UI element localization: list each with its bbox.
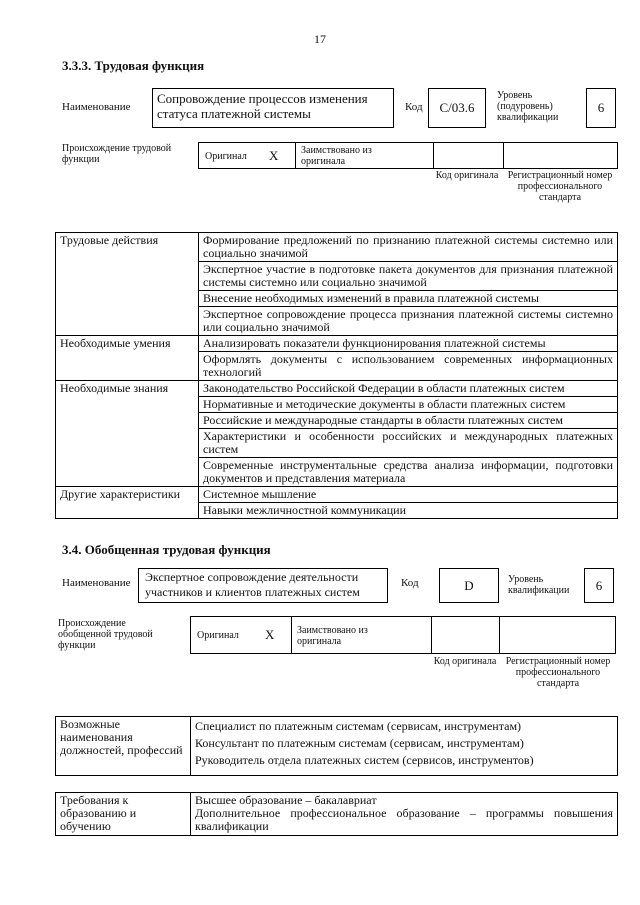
- divider: [503, 143, 504, 168]
- divider: [291, 617, 292, 653]
- s333-reg-number-label: Регистрационный номер профессионального стандарта: [507, 170, 613, 203]
- table-cell: Экспертное участие в подготовке пакета документов для признания платежной системы системно или социально значимой: [199, 262, 618, 291]
- table-cell: Современные инструментальные средства анализа информации, подготовки документов и представления материала: [199, 458, 618, 487]
- s34-positions-table: [55, 716, 618, 776]
- s333-code-label: Код: [405, 101, 423, 113]
- section-34-title: 3.4. Обобщенная трудовая функция: [62, 542, 271, 557]
- category-cell: Трудовые действия: [56, 233, 199, 336]
- s333-level-label: Уровень (подуровень) квалификации: [497, 90, 559, 123]
- s333-code-value: C/03.6: [428, 88, 486, 128]
- s34-origin-label: Происхождение обобщенной трудовой функции: [58, 618, 153, 651]
- table-cell: Формирование предложений по признанию платежной системы системно или социально значимой: [199, 233, 618, 262]
- page-number: 17: [314, 32, 326, 46]
- s34-level-value: 6: [584, 568, 614, 603]
- s333-level-value: 6: [586, 88, 616, 128]
- table-cell: Нормативные и методические документы в области платежных систем: [199, 397, 618, 413]
- position-item: Консультант по платежным системам (сервисам, инструментам): [195, 736, 524, 750]
- s333-origin-label: Происхождение трудовой функции: [62, 143, 172, 165]
- s333-original-mark: X: [269, 148, 279, 163]
- positions-label: Возможные наименования должностей, профессий: [56, 717, 191, 776]
- s34-code-value: D: [439, 568, 499, 603]
- divider: [431, 617, 432, 653]
- category-cell: Необходимые умения: [56, 336, 199, 381]
- table-cell: Анализировать показатели функционирования платежной системы: [199, 336, 618, 352]
- s333-code-original-label: Код оригинала: [435, 170, 499, 181]
- education-item: Дополнительное профессиональное образование – программы повышения квалификации: [195, 806, 613, 833]
- s333-functions-table: [55, 232, 618, 519]
- s333-borrowed-label: Заимствовано из оригинала: [301, 145, 372, 167]
- divider: [433, 143, 434, 168]
- s34-education-table: [55, 792, 618, 836]
- table-cell: Системное мышление: [199, 487, 618, 503]
- category-cell: Другие характеристики: [56, 487, 199, 519]
- s34-origin-table: [190, 616, 616, 654]
- s34-name-value: Экспертное сопровождение деятельности участников и клиентов платежных систем: [138, 568, 388, 603]
- s333-origin-table: [198, 142, 618, 169]
- section-333-title: 3.3.3. Трудовая функция: [62, 58, 205, 73]
- divider: [499, 617, 500, 653]
- divider: [295, 143, 296, 168]
- position-item: Специалист по платежным системам (сервисам, инструментам): [195, 719, 522, 733]
- s333-name-value: Сопровождение процессов изменения статуса платежной системы: [152, 88, 394, 128]
- s34-original-mark: X: [265, 627, 275, 642]
- s34-borrowed-label: Заимствовано из оригинала: [297, 625, 368, 647]
- table-cell: Внесение необходимых изменений в правила платежной системы: [199, 291, 618, 307]
- position-item: Руководитель отдела платежных систем (сервисов, инструментов): [195, 753, 534, 767]
- s34-code-original-label: Код оригинала: [433, 656, 497, 667]
- s333-name-label: Наименование: [62, 101, 131, 113]
- s34-level-label: Уровень квалификации: [508, 574, 570, 596]
- education-item: Высшее образование – бакалавриат: [195, 793, 377, 807]
- table-cell: Оформлять документы с использованием современных информационных технологий: [199, 352, 618, 381]
- table-cell: Законодательство Российской Федерации в области платежных систем: [199, 381, 618, 397]
- s34-original-label: Оригинал: [197, 630, 239, 641]
- table-cell: Навыки межличностной коммуникации: [199, 503, 618, 519]
- s34-code-label: Код: [401, 577, 419, 589]
- s34-reg-number-label: Регистрационный номер профессионального стандарта: [505, 656, 611, 689]
- table-cell: Российские и международные стандарты в области платежных систем: [199, 413, 618, 429]
- table-cell: Характеристики и особенности российских и международных платежных систем: [199, 429, 618, 458]
- education-label: Требования к образованию и обучению: [56, 793, 191, 836]
- s333-original-label: Оригинал: [205, 151, 247, 162]
- table-cell: Экспертное сопровождение процесса признания платежной системы системно или социально значимой: [199, 307, 618, 336]
- s34-name-label: Наименование: [62, 577, 131, 589]
- category-cell: Необходимые знания: [56, 381, 199, 487]
